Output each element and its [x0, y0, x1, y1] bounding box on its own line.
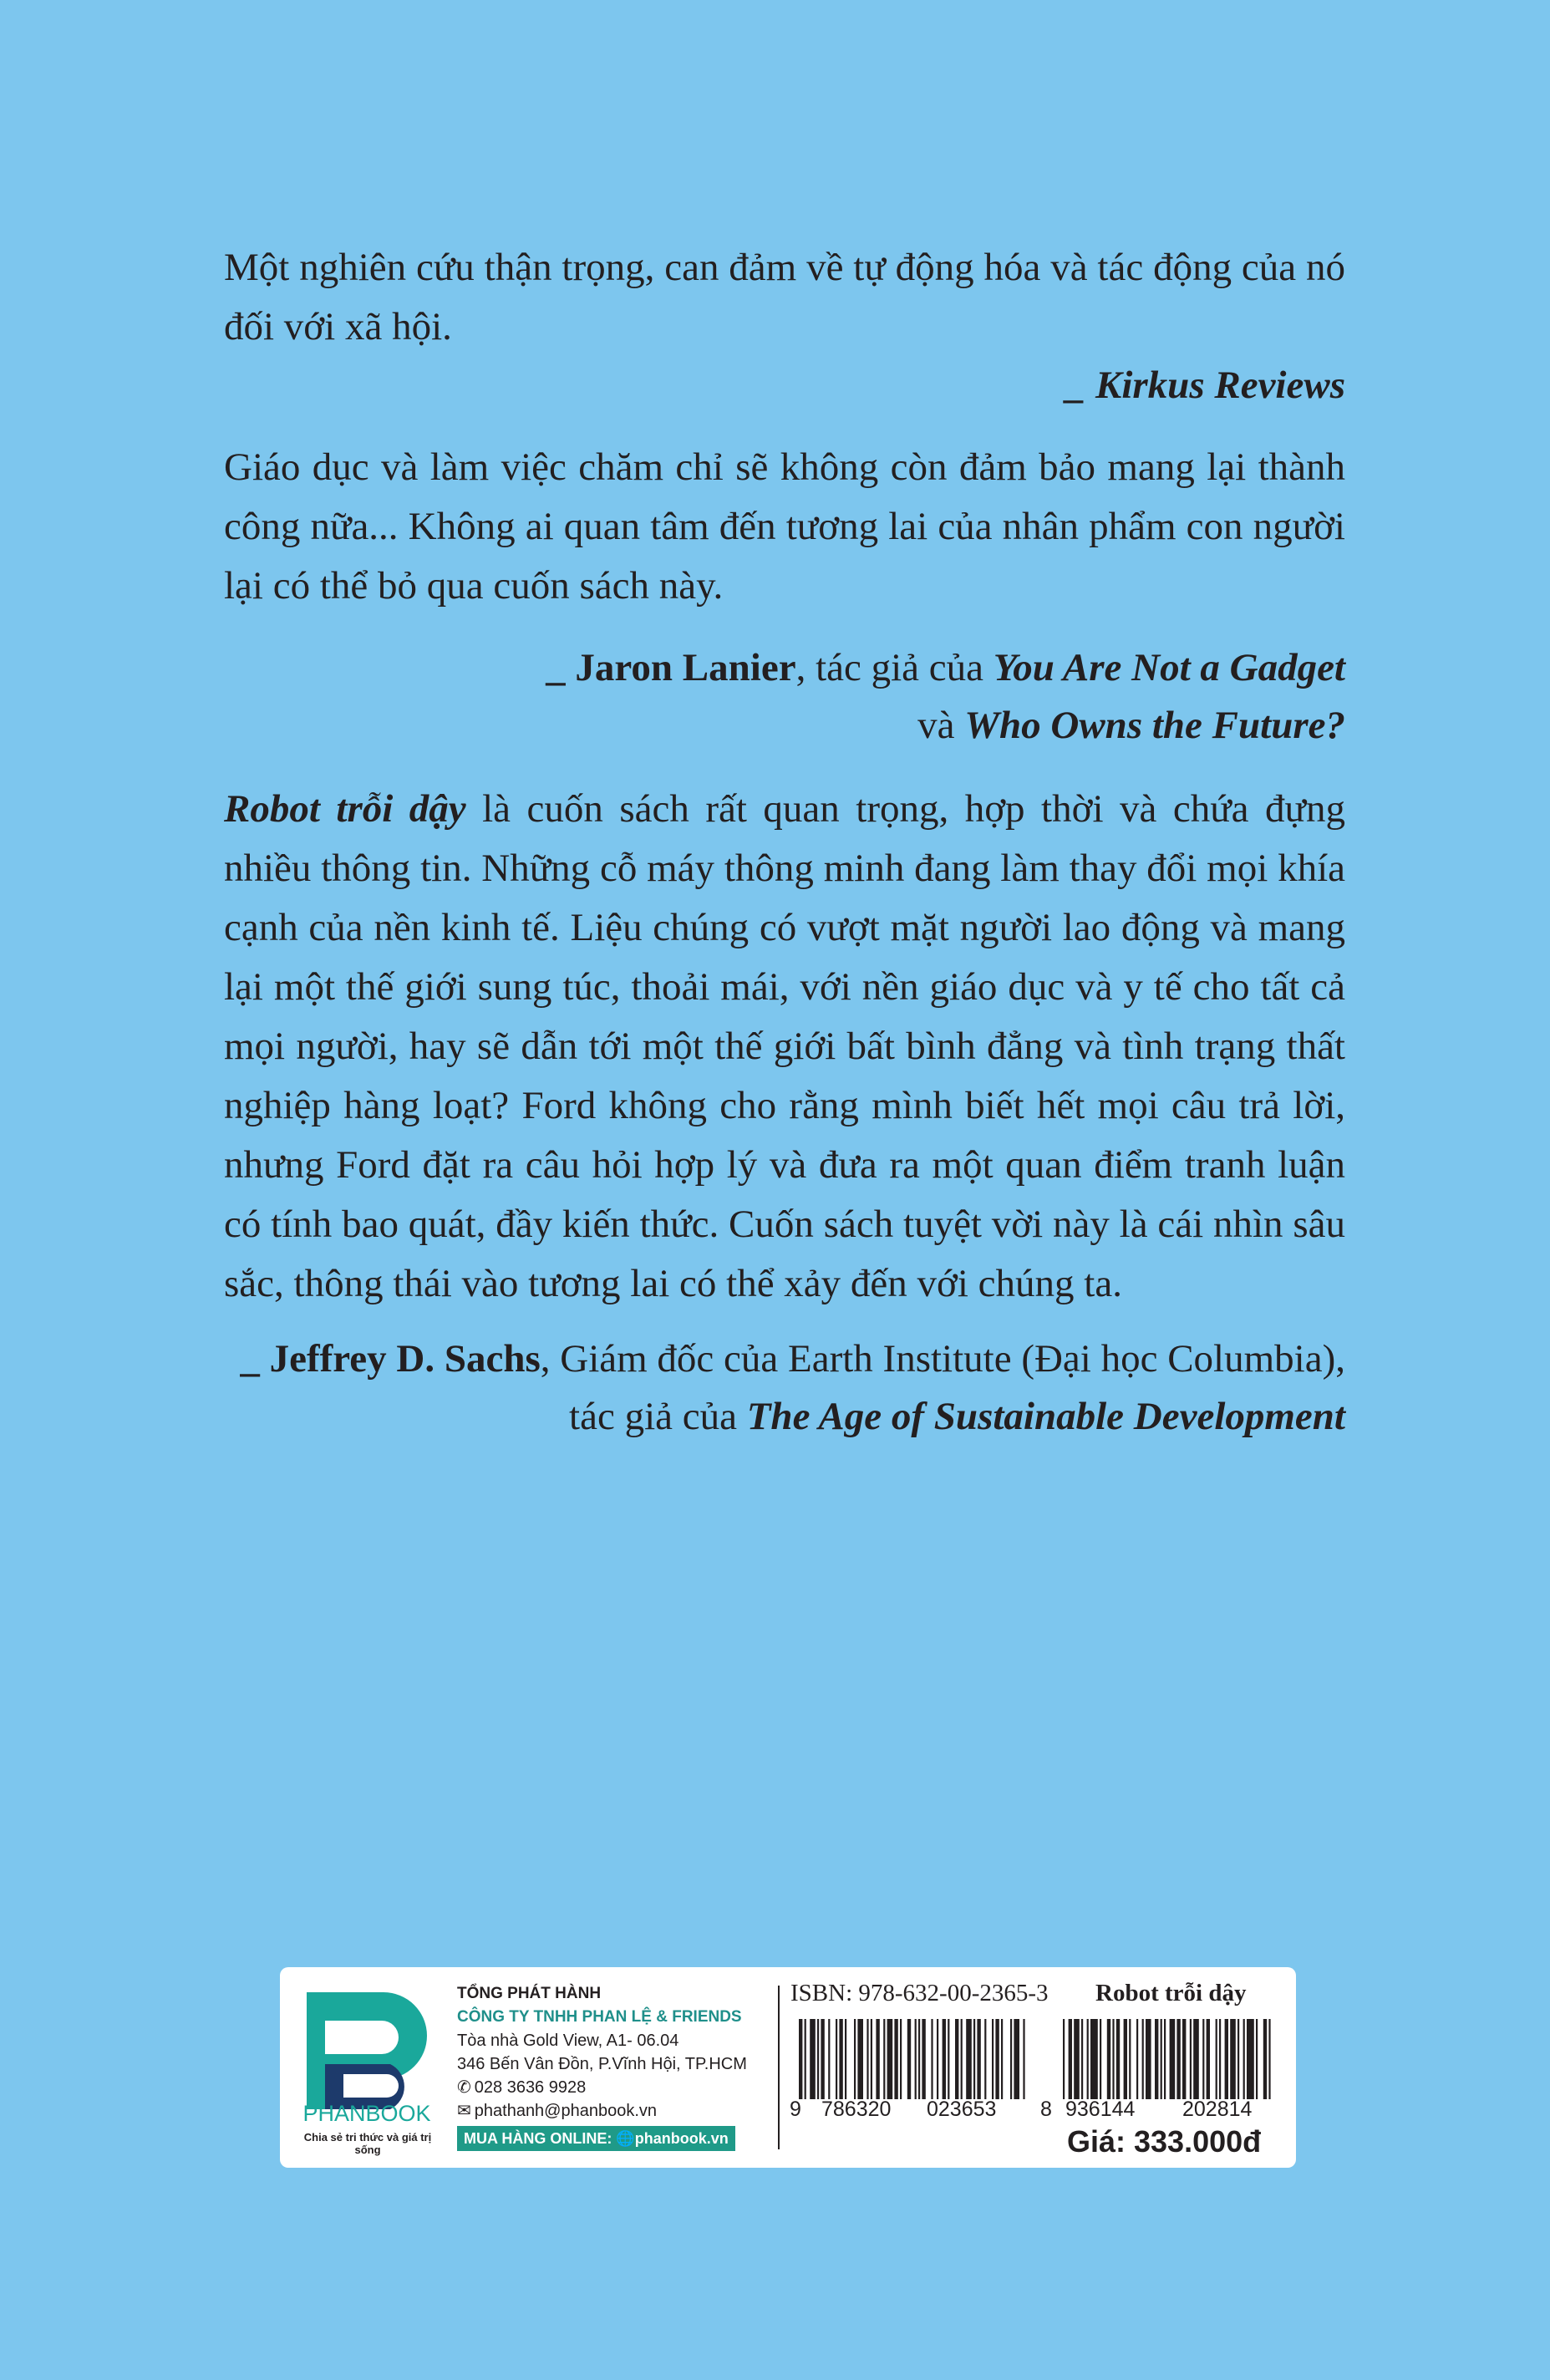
barcode-bar [1263, 2019, 1267, 2099]
publisher-phone: 028 3636 9928 [474, 2078, 587, 2097]
barcode-bar [836, 2019, 837, 2099]
quote-kirkus-attribution [224, 357, 1345, 414]
globe-icon: 🌐 [616, 2130, 635, 2147]
barcode-bar [948, 2019, 949, 2099]
attribution-name: Jaron Lanier [575, 646, 796, 689]
barcode-bar [821, 2019, 824, 2099]
barcode-bars [790, 2019, 1279, 2099]
barcode-bar [871, 2019, 872, 2099]
barcode-bar [961, 2019, 963, 2099]
barcode-bar [922, 2019, 925, 2099]
quote-kirkus-text: Một nghiên cứu thận trọng, can đảm về tự động hóa và tác động của nó đối với xã hội. [224, 246, 1345, 348]
barcode-bar [1010, 2019, 1012, 2099]
barcode-bar [1087, 2019, 1089, 2099]
barcode-bar [915, 2019, 917, 2099]
review-quotes [224, 238, 1345, 1446]
barcode-bar [973, 2019, 975, 2099]
barcode-bar [1247, 2019, 1254, 2099]
online-site: phanbook.vn [634, 2130, 729, 2147]
barcode-bar [805, 2019, 806, 2099]
vertical-divider [778, 1986, 780, 2149]
barcode-bar [1129, 2019, 1131, 2099]
phone-icon: ✆ [457, 2078, 471, 2097]
barcode-bar [955, 2019, 958, 2099]
barcode-bar [857, 2019, 863, 2099]
publisher-details [457, 1982, 775, 2151]
barcode-bar [918, 2019, 920, 2099]
attribution-work-2: Who Owns the Future? [964, 704, 1345, 747]
barcode-digit-group: 023653 [927, 2098, 997, 2121]
attribution-dash: _ [546, 646, 576, 689]
publisher-address-2: 346 Bến Vân Đồn, P.Vĩnh Hội, TP.HCM [457, 2055, 747, 2073]
barcode-bar [1243, 2019, 1245, 2099]
price-label: Giá: 333.000đ [1067, 2124, 1262, 2159]
barcode-bar [995, 2019, 999, 2099]
envelope-icon: ✉ [457, 2102, 471, 2120]
attribution-name: Kirkus Reviews [1095, 364, 1345, 407]
barcode-bar [1136, 2019, 1138, 2099]
barcode-bar [1107, 2019, 1110, 2099]
barcode-bar [907, 2019, 911, 2099]
quote-lanier-text: Giáo dục và làm việc chăm chỉ sẽ không còn đảm bảo mang lại thành công nữa... Không ai quan tâm đến tương lai của nhân phẩm con người lại có thể bỏ qua cuốn sách này. [224, 445, 1345, 608]
barcode-bar [866, 2019, 868, 2099]
publisher-phone-line [457, 2076, 775, 2099]
barcode-digit-group: 786320 [821, 2098, 892, 2121]
barcode-bar [992, 2019, 994, 2099]
barcode-bar [1116, 2019, 1120, 2099]
publisher-heading: TỔNG PHÁT HÀNH [457, 1985, 602, 2002]
barcode-bar [1161, 2019, 1162, 2099]
barcode-bar [1170, 2019, 1176, 2099]
attribution-dash: _ [240, 1337, 270, 1381]
barcode-bar [817, 2019, 819, 2099]
barcode-bar [876, 2019, 879, 2099]
barcode-digit-group: 202814 [1182, 2098, 1253, 2121]
barcode-bar [1155, 2019, 1158, 2099]
isbn-label: ISBN: 978-632-00-2365-3 [790, 1980, 1049, 2006]
barcode-bar [1100, 2019, 1101, 2099]
barcode-bar [1190, 2019, 1192, 2099]
barcode-bar [883, 2019, 885, 2099]
barcode-bar [1146, 2019, 1151, 2099]
barcode-bar [845, 2019, 846, 2099]
barcode-bar [1090, 2019, 1098, 2099]
barcode-bar [1219, 2019, 1221, 2099]
barcode-bar [1014, 2019, 1019, 2099]
barcode-bar [1202, 2019, 1204, 2099]
barcode-bar [984, 2019, 986, 2099]
barcode-bar [900, 2019, 902, 2099]
barcode-bar [977, 2019, 980, 2099]
barcode-bar [1074, 2019, 1080, 2099]
quote-sachs-attribution [224, 1330, 1345, 1446]
barcode-bar [1230, 2019, 1236, 2099]
brand-tagline: Chia sẻ tri thức và giá trị sống [303, 2131, 432, 2156]
barcode-bar [1182, 2019, 1186, 2099]
publisher-address-1: Tòa nhà Gold View, A1- 06.04 [457, 2032, 679, 2050]
barcode-bar [1207, 2019, 1210, 2099]
publisher-email-line [457, 2099, 775, 2123]
barcode-bar [1176, 2019, 1180, 2099]
barcode-bar [1063, 2019, 1065, 2099]
barcode-book-title: Robot trỗi dậy [1095, 1980, 1247, 2006]
barcode-digit-group: 8 [1040, 2098, 1052, 2121]
barcode-bar [1023, 2019, 1024, 2099]
barcode-bar [894, 2019, 897, 2099]
attribution-work-1: You Are Not a Gadget [993, 646, 1345, 689]
barcode-bar [887, 2019, 893, 2099]
barcode-bar [1216, 2019, 1217, 2099]
publisher-email[interactable]: phathanh@phanbook.vn [474, 2102, 658, 2120]
barcode-bar [1268, 2019, 1270, 2099]
barcode-bar [1112, 2019, 1114, 2099]
barcode-bar [1001, 2019, 1003, 2099]
barcode-bar [966, 2019, 972, 2099]
barcode-bar [1237, 2019, 1239, 2099]
barcode-bar [839, 2019, 842, 2099]
attribution-name: Jeffrey D. Sachs [269, 1337, 541, 1381]
publisher-info-box [280, 1967, 1296, 2168]
barcode-bar [1164, 2019, 1166, 2099]
barcode-bar [1069, 2019, 1072, 2099]
attribution-connector: tác giả của [569, 1395, 747, 1438]
barcode-digit-group: 936144 [1065, 2098, 1136, 2121]
attribution-role: , tác giả của [795, 646, 994, 689]
barcode-bar [1124, 2019, 1127, 2099]
attribution-dash: _ [1065, 364, 1095, 407]
barcode-bar [937, 2019, 938, 2099]
barcode-bar [1193, 2019, 1199, 2099]
barcode-bar [943, 2019, 946, 2099]
quote-lanier-attribution [224, 639, 1345, 755]
barcode [790, 2019, 1279, 2099]
attribution-connector: và [917, 704, 965, 747]
barcode-bar [854, 2019, 856, 2099]
barcode-bar [1225, 2019, 1228, 2099]
barcode-digits [786, 2098, 1283, 2124]
book-title-inline: Robot trỗi dậy [224, 787, 466, 831]
barcode-bar [1142, 2019, 1144, 2099]
barcode-bar [810, 2019, 816, 2099]
barcode-bar [799, 2019, 802, 2099]
barcode-bar [1081, 2019, 1083, 2099]
quote-sachs-body: là cuốn sách rất quan trọng, hợp thời và chứa đựng nhiều thông tin. Những cỗ máy thông minh đang làm thay đổi mọi khía cạnh của nền kinh tế. Liệu chúng có vượt mặt người lao động và mang lại một thế giới sung túc, thoải mái, với nền giáo dục và y tế cho tất cả mọi người, hay sẽ dẫn tới một thế giới bất bình đẳng và tình trạng thất nghiệp hàng loạt? Ford không cho rằng mình biết hết mọi câu trả lời, nhưng Ford đặt ra câu hỏi hợp lý và đưa ra một quan điểm tranh luận có tính bao quát, đầy kiến thức. Cuốn sách tuyệt vời này là cái nhìn sâu sắc, thông thái vào tương lai có thể xảy đến với chúng ta. [224, 787, 1345, 1305]
barcode-bar [828, 2019, 830, 2099]
barcode-bar [1256, 2019, 1258, 2099]
barcode-bar [931, 2019, 933, 2099]
attribution-role: , Giám đốc của Earth Institute (Đại học Columbia), [540, 1337, 1345, 1381]
publisher-company: CÔNG TY TNHH PHAN LỆ & FRIENDS [457, 2008, 742, 2026]
barcode-digit-group: 9 [790, 2098, 801, 2121]
attribution-work-1: The Age of Sustainable Development [746, 1395, 1345, 1438]
online-store-banner[interactable] [457, 2126, 735, 2151]
brand-name: PHANBOOK [302, 2101, 431, 2126]
online-label: MUA HÀNG ONLINE: [464, 2130, 612, 2147]
quote-sachs-text [224, 780, 1345, 1314]
